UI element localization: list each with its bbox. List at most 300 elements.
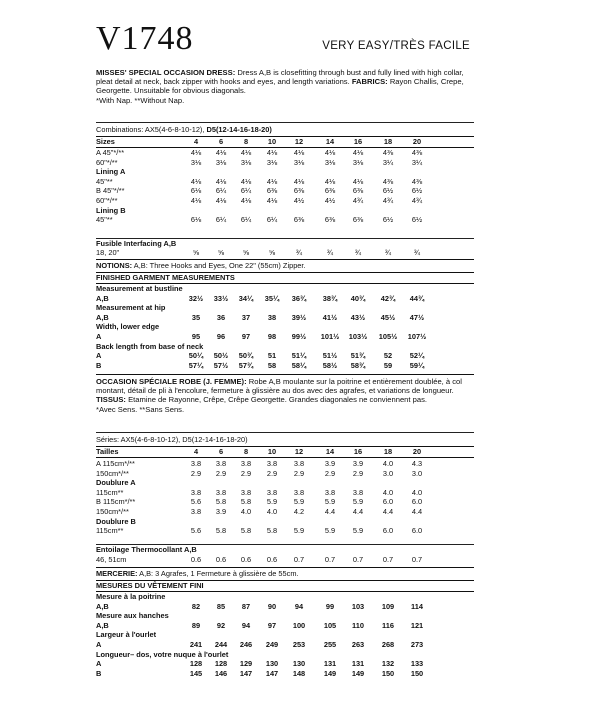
size-cell: 253 xyxy=(292,640,306,649)
size-cell: 4⅛ xyxy=(324,176,336,186)
sizes-label: Sizes xyxy=(96,137,115,146)
row-label: Largeur à l'ourlet xyxy=(96,630,157,640)
size-cell: 105½ xyxy=(378,332,398,341)
table-row xyxy=(96,526,474,535)
size-cell: 131 xyxy=(323,659,337,669)
row-label: 115cm** xyxy=(96,487,124,497)
size-cell: 130 xyxy=(292,659,306,669)
size-cell: 4.4 xyxy=(352,507,364,516)
size-cell: 97 xyxy=(267,620,277,630)
size-cell: 51 xyxy=(267,351,277,361)
row-label: Doublure B xyxy=(96,516,136,526)
size-cell: ⅝ xyxy=(192,248,200,257)
row-label: 45"** xyxy=(96,215,113,225)
finished-title-text: FINISHED GARMENT MEASUREMENTS xyxy=(96,273,235,282)
row-label: 18, 20" xyxy=(96,248,120,257)
row-label: 60"*/** xyxy=(96,196,118,205)
size-cell: 58¾ xyxy=(350,360,366,370)
row-label: B 45"*/** xyxy=(96,186,125,196)
size-cell: 3.8 xyxy=(240,459,252,468)
size-cell: 4⅛ xyxy=(190,196,202,205)
table-subheading xyxy=(96,303,474,312)
size-cell: 12 xyxy=(294,447,304,456)
interfacing-heading xyxy=(96,239,474,248)
table-row xyxy=(96,659,474,668)
size-cell: 241 xyxy=(189,640,203,649)
size-cell: 4⅛ xyxy=(293,148,305,157)
size-cell: 150 xyxy=(381,668,395,678)
size-cell: 244 xyxy=(214,640,228,649)
table-row xyxy=(96,313,474,322)
size-cell: 8 xyxy=(243,137,249,146)
size-cell: 52 xyxy=(383,351,393,361)
size-cell: 268 xyxy=(381,640,395,649)
row-label: A xyxy=(96,332,102,341)
size-cell: 51½ xyxy=(322,351,338,361)
row-label: Lining A xyxy=(96,167,126,177)
row-label: 45"** xyxy=(96,176,113,186)
size-cell: 6½ xyxy=(411,215,423,225)
table-row xyxy=(96,459,474,468)
size-cell: 33½ xyxy=(213,293,229,303)
table-subheading xyxy=(96,517,474,526)
size-cell: 58½ xyxy=(322,360,338,370)
notions-body: A,B: Three Hooks and Eyes, One 22" (55cm) Zipper. xyxy=(133,261,306,270)
size-cell: 3⅛ xyxy=(324,157,336,167)
size-cell: 6¼ xyxy=(240,215,252,225)
size-cell: ¾ xyxy=(295,248,303,257)
size-cell: 44¾ xyxy=(409,293,425,303)
size-cell: 57½ xyxy=(213,360,229,370)
table-row xyxy=(96,332,474,341)
size-cell: 6.0 xyxy=(411,497,423,507)
size-cell: 0.7 xyxy=(293,555,305,564)
row-label: A 115cm*/** xyxy=(96,459,135,468)
size-cell: 5.9 xyxy=(352,497,364,507)
size-cell: 129 xyxy=(239,659,253,669)
row-label: Measurement at bustline xyxy=(96,284,183,293)
size-cell: 43½ xyxy=(350,312,366,322)
size-cell: ¾ xyxy=(326,248,334,257)
row-label: 46, 51cm xyxy=(96,555,127,564)
size-cell: 4⅛ xyxy=(215,196,227,205)
size-cell: 3.8 xyxy=(293,487,305,497)
size-cell: 96 xyxy=(216,332,226,341)
table-subheading xyxy=(96,650,474,659)
size-cell: 3.8 xyxy=(190,487,202,497)
size-cell: 255 xyxy=(323,640,337,649)
size-cell: 2.9 xyxy=(190,468,202,478)
size-cell: 6½ xyxy=(382,215,394,225)
row-label: Back length from base of neck xyxy=(96,341,204,351)
table-subheading xyxy=(96,206,474,215)
table-row xyxy=(96,248,474,257)
size-cell: 6.0 xyxy=(382,526,394,536)
size-cell: 3.8 xyxy=(324,487,336,497)
size-cell: 59¼ xyxy=(409,360,425,370)
size-cell: 34¼ xyxy=(238,293,254,303)
size-cell: 4⅛ xyxy=(240,176,252,186)
size-cell: 4½ xyxy=(324,196,336,205)
size-cell: 3.8 xyxy=(240,487,252,497)
size-cell: 10 xyxy=(267,137,277,146)
size-cell: 0.7 xyxy=(324,555,336,564)
size-cell: ⅝ xyxy=(217,248,225,257)
size-cell: 4⅜ xyxy=(411,148,423,157)
size-cell: 20 xyxy=(412,447,422,456)
size-cell: 4¾ xyxy=(382,196,394,205)
english-description xyxy=(96,68,474,105)
size-cell: 4 xyxy=(193,137,199,146)
size-cell: 3.8 xyxy=(293,459,305,468)
size-cell: 90 xyxy=(267,601,277,611)
size-cell: 3.8 xyxy=(190,507,202,516)
size-cell: 58¼ xyxy=(291,360,307,370)
size-cell: 41½ xyxy=(322,312,338,322)
size-cell: 42¾ xyxy=(380,293,396,303)
size-cell: 4⅛ xyxy=(215,148,227,157)
size-cell: 3⅛ xyxy=(190,157,202,167)
size-cell: 57¾ xyxy=(238,360,254,370)
size-cell: 6¼ xyxy=(215,186,227,196)
table-row xyxy=(96,351,474,360)
size-cell: 4¾ xyxy=(411,196,423,205)
size-cell: 6½ xyxy=(382,186,394,196)
size-cell: 0.6 xyxy=(190,555,202,564)
size-cell: 6½ xyxy=(411,186,423,196)
size-cell: 6¼ xyxy=(266,215,278,225)
size-cell: 4⅛ xyxy=(240,196,252,205)
row-label: B 115cm*/** xyxy=(96,497,136,507)
size-cell: 3.9 xyxy=(352,459,364,468)
size-cell: 148 xyxy=(292,668,306,678)
size-cell: 94 xyxy=(294,601,304,611)
size-cell: 2.9 xyxy=(240,468,252,478)
size-cell: 100 xyxy=(292,620,306,630)
size-cell: 4⅛ xyxy=(266,148,278,157)
size-cell: 82 xyxy=(191,601,201,611)
size-cell: 57¼ xyxy=(188,360,204,370)
size-cell: 5.9 xyxy=(266,497,278,507)
size-cell: 4¾ xyxy=(352,196,364,205)
divider xyxy=(96,567,474,568)
size-cell: 50¼ xyxy=(188,351,204,361)
row-label: A xyxy=(96,659,102,669)
size-cell: ⅝ xyxy=(242,248,250,257)
size-cell: 5.9 xyxy=(324,526,336,536)
size-cell: 4⅛ xyxy=(190,176,202,186)
size-cell: 97 xyxy=(241,332,251,341)
size-cell: 94 xyxy=(241,620,251,630)
table-subheading xyxy=(96,592,474,601)
description-title-fr: OCCASION SPÉCIALE ROBE (J. FEMME): xyxy=(96,377,247,386)
table-row xyxy=(96,294,474,303)
size-cell: 3.8 xyxy=(190,459,202,468)
row-label: 115cm** xyxy=(96,526,124,536)
size-cell: 10 xyxy=(267,447,277,456)
table-subheading xyxy=(96,167,474,176)
size-cell: 6⅛ xyxy=(190,215,202,225)
size-cell: 4⅛ xyxy=(190,148,202,157)
combinations-prefix: Combinations: AX5(4-6-8-10-12), xyxy=(96,125,205,134)
divider xyxy=(96,259,474,260)
size-cell: 14 xyxy=(325,447,335,456)
size-cell: 32½ xyxy=(188,293,204,303)
size-cell: 20 xyxy=(412,137,422,146)
divider xyxy=(96,122,474,123)
size-cell: 4.0 xyxy=(266,507,278,516)
size-cell: 145 xyxy=(189,668,203,678)
size-cell: 6 xyxy=(218,137,224,146)
size-cell: 114 xyxy=(411,601,423,611)
combinations-d5: D5(12-14-16-18-20) xyxy=(206,125,272,134)
size-cell: 3.8 xyxy=(352,487,364,497)
size-cell: 131 xyxy=(351,659,365,669)
table-row xyxy=(96,361,474,370)
size-cell: 58 xyxy=(267,360,277,370)
size-cell: 103 xyxy=(351,601,365,611)
table-row xyxy=(96,602,474,611)
size-cell: 4.0 xyxy=(382,487,394,497)
notions-line xyxy=(96,261,474,270)
size-cell: 37 xyxy=(241,312,251,322)
size-cell: 6⅜ xyxy=(293,215,305,225)
size-cell: 45½ xyxy=(380,312,396,322)
size-cell: 4½ xyxy=(293,196,305,205)
size-cell: 5.6 xyxy=(190,497,202,507)
size-cell: 150 xyxy=(410,668,424,678)
size-cell: 5.8 xyxy=(215,497,227,507)
size-cell: 107½ xyxy=(407,332,427,341)
size-cell: 3.0 xyxy=(382,468,394,478)
size-cell: 5.8 xyxy=(240,526,252,536)
mercerie-label: MERCERIE: xyxy=(96,569,138,578)
size-cell: 3.9 xyxy=(215,507,227,516)
size-cell: ¾ xyxy=(384,248,392,257)
size-cell: 4.3 xyxy=(411,459,423,468)
series-label: Séries: AX5(4-6-8-10-12), D5(12-14-16-18-20) xyxy=(96,435,248,444)
notions-label: NOTIONS: xyxy=(96,261,133,270)
table-row xyxy=(96,621,474,630)
row-label: A,B xyxy=(96,312,109,322)
size-cell: 6⅜ xyxy=(293,186,305,196)
size-cell: 4.0 xyxy=(240,507,252,516)
size-cell: 4.4 xyxy=(411,507,423,516)
size-cell: ¾ xyxy=(354,248,362,257)
size-cell: 249 xyxy=(265,640,279,649)
size-cell: 273 xyxy=(410,640,424,649)
table-row xyxy=(96,196,474,205)
size-cell: 6⅜ xyxy=(352,186,364,196)
size-cell: 4⅜ xyxy=(411,176,423,186)
size-cell: 59 xyxy=(383,360,393,370)
size-cell: 36¾ xyxy=(291,293,307,303)
french-description xyxy=(96,377,474,414)
tailles-label: Tailles xyxy=(96,447,119,456)
size-cell: 3⅛ xyxy=(240,157,252,167)
size-cell: 246 xyxy=(239,640,253,649)
row-label: Longueur– dos, votre nuque à l'ourlet xyxy=(96,649,229,659)
size-cell: 89 xyxy=(191,620,201,630)
row-label: Mesure aux hanches xyxy=(96,611,169,621)
size-cell: 16 xyxy=(353,447,363,456)
row-label: Measurement at hip xyxy=(96,303,166,313)
size-cell: 147 xyxy=(239,668,253,678)
size-cell: 4⅛ xyxy=(352,176,364,186)
size-cell: 5.8 xyxy=(266,526,278,536)
table-subheading xyxy=(96,284,474,293)
table-row xyxy=(96,507,474,516)
fabrics-body-fr: Etamine de Rayonne, Crêpe, Crêpe Georgette. Grandes diagonales ne conviennent pas. xyxy=(128,395,427,405)
size-cell: 4⅜ xyxy=(382,148,394,157)
size-cell: 36 xyxy=(216,312,226,322)
row-label: A 45"*/** xyxy=(96,148,125,157)
fabrics-body: Rayon Challis, Crepe, Georgette. Unsuitable for obvious diagonals. xyxy=(96,77,464,96)
size-cell: 4.0 xyxy=(411,487,423,497)
sizes-header-row xyxy=(96,137,474,146)
size-cell: 99 xyxy=(325,601,335,611)
size-cell: 0.6 xyxy=(266,555,278,564)
size-cell: 3⅛ xyxy=(352,157,364,167)
size-cell: 6⅛ xyxy=(190,186,202,196)
size-cell: 4⅛ xyxy=(240,148,252,157)
size-cell: 99½ xyxy=(291,332,307,341)
combinations-line xyxy=(96,125,474,134)
size-cell: 6⅜ xyxy=(324,186,336,196)
size-cell: 6⅜ xyxy=(324,215,336,225)
size-cell: 6 xyxy=(218,447,224,456)
size-cell: 38 xyxy=(267,312,277,322)
row-label: Lining B xyxy=(96,205,126,215)
size-cell: 6⅜ xyxy=(352,215,364,225)
description-body-fr: Robe A,B moulante sur la poitrine et entièrement doublée, à col montant, détail de pli à l'encolure, fermeture à glissière au dos avec des agrafes, et variations de longueur. xyxy=(96,377,462,396)
nap-note-fr: *Avec Sens. **Sans Sens. xyxy=(96,404,185,414)
pattern-number: V1748 xyxy=(96,20,194,57)
divider xyxy=(96,374,474,375)
row-label: Width, lower edge xyxy=(96,322,160,332)
size-cell: 0.6 xyxy=(240,555,252,564)
mesures-title xyxy=(96,581,474,590)
mercerie-line xyxy=(96,569,474,578)
size-cell: 2.9 xyxy=(215,468,227,478)
size-cell: 6.0 xyxy=(411,526,423,536)
size-cell: 149 xyxy=(351,668,365,678)
size-cell: 12 xyxy=(294,137,304,146)
mercerie-body: A,B: 3 Agrafes, 1 Fermeture à glissière de 55cm. xyxy=(139,569,299,578)
row-label: A,B xyxy=(96,620,109,630)
size-cell: 121 xyxy=(410,620,424,630)
size-cell: 38¾ xyxy=(322,293,338,303)
entoilage-label: Entoilage Thermocollant A,B xyxy=(96,545,197,554)
size-cell: 3.8 xyxy=(266,459,278,468)
size-cell: ¾ xyxy=(413,248,421,257)
size-cell: 2.9 xyxy=(352,468,364,478)
table-subheading xyxy=(96,322,474,331)
table-row xyxy=(96,497,474,506)
table-row xyxy=(96,177,474,186)
fabrics-label-fr: TISSUS: xyxy=(96,395,126,405)
size-cell: 87 xyxy=(241,601,251,611)
size-cell: 39½ xyxy=(291,312,307,322)
size-cell: 4 xyxy=(193,447,199,456)
table-row xyxy=(96,215,474,224)
row-label: Doublure A xyxy=(96,478,136,488)
size-cell: 50¾ xyxy=(238,351,254,361)
size-cell: 85 xyxy=(216,601,226,611)
size-cell: 5.9 xyxy=(324,497,336,507)
size-cell: 5.8 xyxy=(215,526,227,536)
size-cell: 130 xyxy=(265,659,279,669)
row-label: A xyxy=(96,351,102,361)
size-cell: 149 xyxy=(323,668,337,678)
table-subheading xyxy=(96,342,474,351)
size-cell: 51¼ xyxy=(291,351,307,361)
row-label: B xyxy=(96,360,102,370)
size-cell: 3⅛ xyxy=(215,157,227,167)
size-cell: 3.8 xyxy=(266,487,278,497)
row-label: 150cm*/** xyxy=(96,468,129,478)
table-row xyxy=(96,640,474,649)
table-row xyxy=(96,186,474,195)
table-subheading xyxy=(96,611,474,620)
size-cell: 5.6 xyxy=(190,526,202,536)
size-cell: 101½ xyxy=(320,332,340,341)
size-cell: 4.0 xyxy=(382,459,394,468)
size-cell: 0.7 xyxy=(352,555,364,564)
table-row xyxy=(96,488,474,497)
size-cell: 50½ xyxy=(213,351,229,361)
size-cell: 4.4 xyxy=(324,507,336,516)
pattern-envelope-back xyxy=(96,0,476,707)
size-cell: 5.9 xyxy=(352,526,364,536)
table-subheading xyxy=(96,630,474,639)
size-cell: 35¼ xyxy=(264,293,280,303)
divider xyxy=(96,432,474,433)
size-cell: 133 xyxy=(410,659,424,669)
size-cell: 95 xyxy=(191,332,201,341)
size-cell: 3⅛ xyxy=(293,157,305,167)
description-title: MISSES' SPECIAL OCCASION DRESS: xyxy=(96,68,236,77)
mesures-title-text: MESURES DU VÊTEMENT FINI xyxy=(96,581,204,590)
size-cell: 0.7 xyxy=(411,555,423,564)
size-cell: 132 xyxy=(381,659,395,669)
row-label: A xyxy=(96,640,102,649)
size-cell: 3.0 xyxy=(411,468,423,478)
size-cell: 4⅛ xyxy=(266,176,278,186)
size-cell: 128 xyxy=(214,659,228,669)
size-cell: 109 xyxy=(381,601,395,611)
row-label: 150cm*/** xyxy=(96,507,129,516)
size-cell: 4.2 xyxy=(293,507,305,516)
size-cell: 6.0 xyxy=(382,497,394,507)
size-cell: 16 xyxy=(353,137,363,146)
tailles-header-row xyxy=(96,447,474,456)
size-cell: 6⅜ xyxy=(266,186,278,196)
size-cell: 6¼ xyxy=(215,215,227,225)
size-cell: 5.8 xyxy=(240,497,252,507)
size-cell: 147 xyxy=(265,668,279,678)
size-cell: 103½ xyxy=(348,332,368,341)
row-label: B xyxy=(96,668,102,678)
size-cell: 4⅛ xyxy=(324,148,336,157)
size-cell: 18 xyxy=(383,447,393,456)
size-cell: 4⅛ xyxy=(215,176,227,186)
size-cell: 14 xyxy=(325,137,335,146)
size-cell: 4⅛ xyxy=(293,176,305,186)
size-cell: 4⅛ xyxy=(266,196,278,205)
table-row xyxy=(96,555,474,564)
finished-title xyxy=(96,273,474,282)
